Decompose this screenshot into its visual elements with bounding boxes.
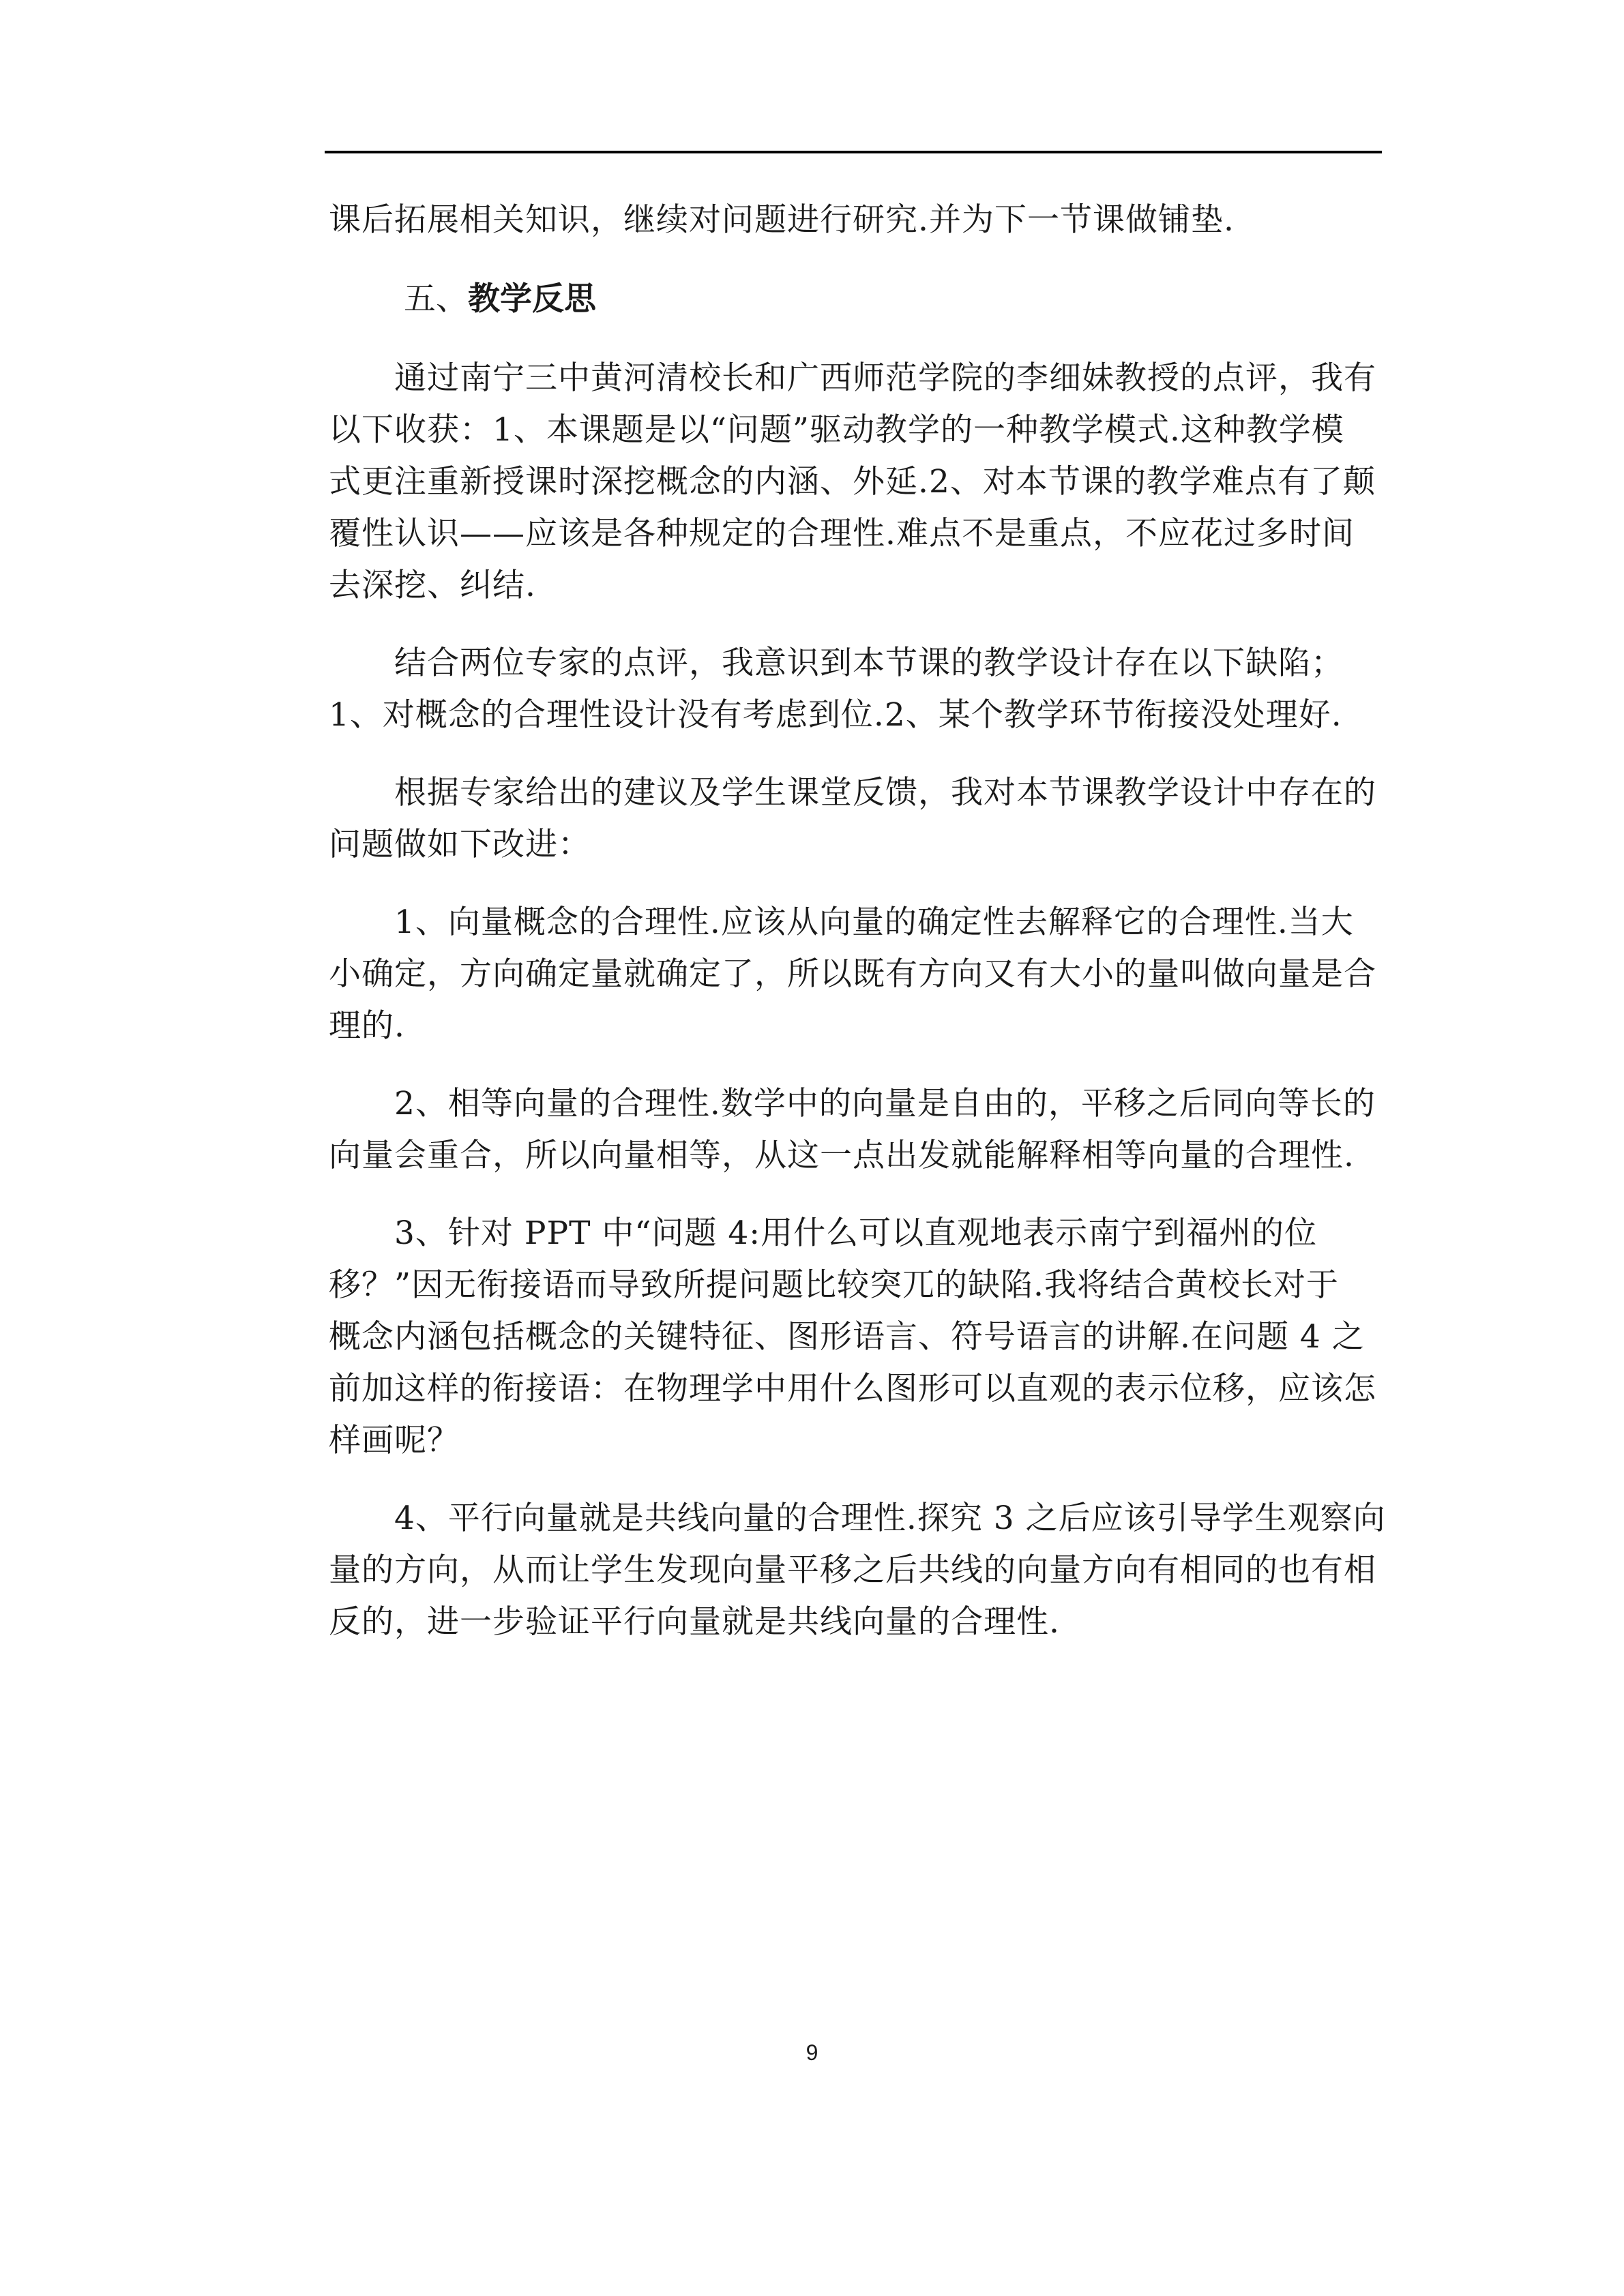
paragraph-gains bbox=[329, 353, 1379, 612]
paragraph-defects bbox=[329, 638, 1379, 741]
paragraph-line: 根据专家给出的建议及学生课堂反馈，我对本节课教学设计中存在的 bbox=[394, 774, 1376, 811]
paragraph-line: 结合两位专家的点评，我意识到本节课的教学设计存在以下缺陷； bbox=[394, 644, 1344, 682]
paragraph-line: 2、相等向量的合理性.数学中的向量是自由的，平移之后同向等长的 bbox=[394, 1085, 1376, 1122]
paragraph-line: 通过南宁三中黄河清校长和广西师范学院的李细妹教授的点评，我有 bbox=[394, 359, 1376, 397]
paragraph-item-1 bbox=[329, 897, 1379, 1052]
paragraph-line: 3、针对 PPT 中“问题 4:用什么可以直观地表示南宁到福州的位 bbox=[394, 1214, 1318, 1252]
header-rule bbox=[325, 151, 1382, 153]
section-number: 五、 bbox=[404, 280, 468, 318]
paragraph-line: 式更注重新授课时深挖概念的内涵、外延.2、对本节课的教学难点有了颠 bbox=[329, 463, 1376, 501]
section-title: 教学反思 bbox=[468, 280, 596, 318]
paragraph-line: 课后拓展相关知识，继续对问题进行研究.并为下一节课做铺垫. bbox=[329, 201, 1235, 239]
paragraph-line: 前加这样的衔接语：在物理学中用什么图形可以直观的表示位移，应该怎 bbox=[329, 1370, 1376, 1407]
paragraph-item-3 bbox=[329, 1208, 1379, 1467]
section-heading bbox=[329, 273, 1379, 325]
paragraph-improvements-intro bbox=[329, 767, 1379, 871]
page-body bbox=[329, 194, 1386, 1648]
paragraph-line: 覆性认识——应该是各种规定的合理性.难点不是重点，不应花过多时间 bbox=[329, 515, 1355, 552]
paragraph-item-2 bbox=[329, 1078, 1379, 1182]
paragraph-line: 4、平行向量就是共线向量的合理性.探究 3 之后应该引导学生观察向 bbox=[394, 1500, 1386, 1537]
paragraph-line: 以下收获：1、本课题是以“问题”驱动教学的一种教学模式.这种教学模 bbox=[329, 411, 1344, 449]
paragraph-line: 1、对概念的合理性设计没有考虑到位.2、某个教学环节衔接没处理好. bbox=[329, 696, 1342, 734]
paragraph-line: 概念内涵包括概念的关键特征、图形语言、符号语言的讲解.在问题 4 之 bbox=[329, 1318, 1365, 1356]
page-number: 9 bbox=[806, 2040, 818, 2065]
paragraph-line: 向量会重合，所以向量相等，从这一点出发就能解释相等向量的合理性. bbox=[329, 1137, 1355, 1174]
paragraph-line: 1、向量概念的合理性.应该从向量的确定性去解释它的合理性.当大 bbox=[394, 904, 1354, 941]
paragraph-line: 问题做如下改进： bbox=[329, 826, 591, 863]
paragraph-line: 移？”因无衔接语而导致所提问题比较突兀的缺陷.我将结合黄校长对于 bbox=[329, 1266, 1339, 1304]
paragraph-line: 样画呢？ bbox=[329, 1422, 460, 1459]
paragraph-item-4 bbox=[329, 1493, 1386, 1648]
paragraph-line: 理的. bbox=[329, 1007, 405, 1045]
paragraph-line: 量的方向，从而让学生发现向量平移之后共线的向量方向有相同的也有相 bbox=[329, 1551, 1376, 1589]
paragraph-line: 反的，进一步验证平行向量就是共线向量的合理性. bbox=[329, 1603, 1060, 1641]
paragraph-line: 去深挖、纠结. bbox=[329, 567, 536, 604]
paragraph-line: 小确定，方向确定量就确定了，所以既有方向又有大小的量叫做向量是合 bbox=[329, 955, 1376, 993]
continuation-paragraph bbox=[329, 194, 1379, 246]
